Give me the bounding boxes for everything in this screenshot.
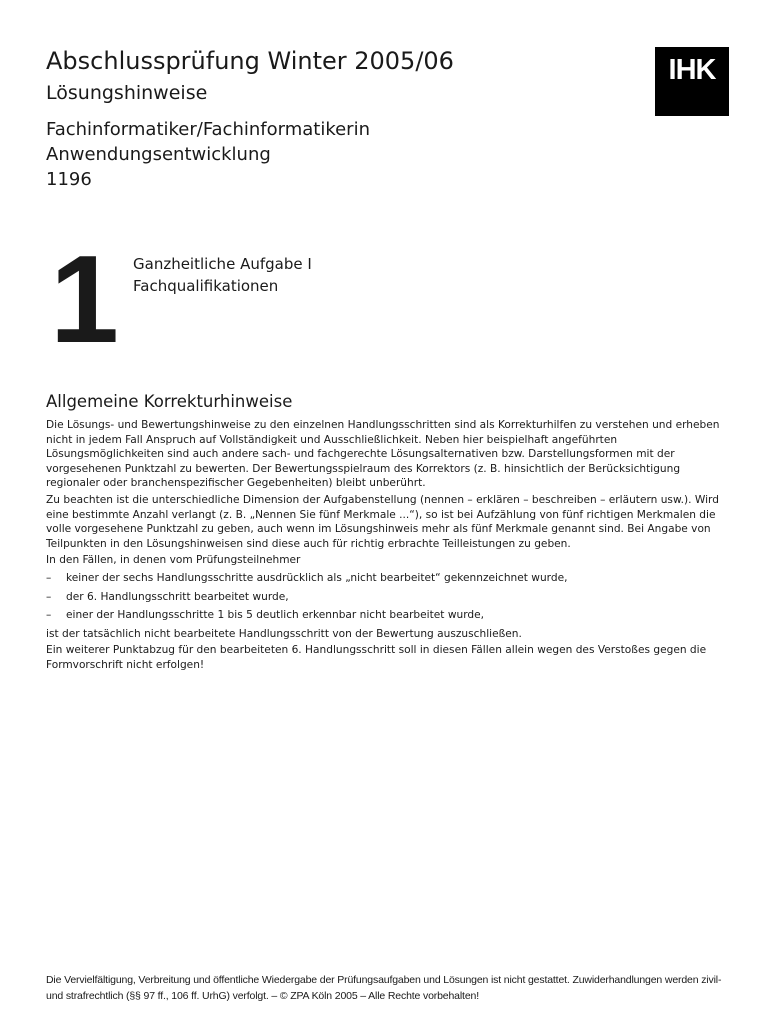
dash-marker: –: [46, 590, 52, 603]
exam-title: Abschlussprüfung Winter 2005/06: [46, 47, 454, 75]
paragraph: Die Lösungs- und Bewertungshinweise zu den einzelnen Handlungsschritten sind als Korrekturhilfen zu verstehen und erheben nicht in jedem Fall Anspruch auf Vollständigkeit und Ausschließlichkeit. Neben hier beispielhaft angeführten Lösungsmöglichkeiten sind auch andere sach- und fachgerechte Lösungsalternativen bzw. Darstellungsformen mit der vorgesehenen Punktzahl zu bewerten. Der Bewertungsspielraum des Korrektors (z. B. hinsichtlich der Berücksichtigung regionaler oder branchenspezifischer Gegebenheiten) bleibt unberührt.: [46, 419, 720, 490]
exam-subtitle: Lösungshinweise: [46, 82, 208, 104]
section-heading: Allgemeine Korrekturhinweise: [46, 392, 293, 411]
paragraph: Ein weiterer Punktabzug für den bearbeiteten 6. Handlungsschritt soll in diesen Fällen allein wegen des Verstoßes gegen die Formvorschrift nicht erfolgen!: [46, 644, 707, 671]
condition-list: [46, 571, 722, 623]
list-item: [46, 608, 722, 623]
list-item: [46, 590, 722, 605]
list-item-text: keiner der sechs Handlungsschritte ausdrücklich als „nicht bearbeitet“ gekennzeichnet wurde,: [66, 571, 568, 584]
profession-line-1: Fachinformatiker/Fachinformatikerin: [46, 119, 370, 140]
part-subtitle: Fachqualifikationen: [133, 277, 279, 295]
exam-code: 1196: [46, 169, 92, 190]
paragraph: Zu beachten ist die unterschiedliche Dimension der Aufgabenstellung (nennen – erklären – beschreiben – erläutern usw.). Wird eine bestimmte Anzahl verlangt (z. B. „Nennen Sie fünf Merkmale ...“), so ist bei Aufzählung von fünf richtigen Merkmalen die volle vorgesehene Punktzahl zu geben, auch wenn im Lösungshinweis mehr als fünf Merkmale genannt sind. Bei Angabe von Teilpunkten in den Lösungshinweisen sind diese auch für richtig erbrachte Teilleistungen zu geben.: [46, 493, 719, 550]
part-number: 1: [50, 231, 119, 369]
part-title: Ganzheitliche Aufgabe I: [133, 255, 312, 273]
dash-marker: –: [46, 609, 52, 622]
profession-line-2: Anwendungsentwicklung: [46, 144, 271, 165]
ihk-logo: IHK: [655, 47, 729, 116]
list-item-text: der 6. Handlungsschritt bearbeitet wurde,: [66, 590, 289, 603]
list-item-text: einer der Handlungsschritte 1 bis 5 deutlich erkennbar nicht bearbeitet wurde,: [66, 609, 484, 622]
correction-notes: [46, 418, 722, 675]
copyright-notice: Die Vervielfältigung, Verbreitung und öffentliche Wiedergabe der Prüfungsaufgaben und Lösungen ist nicht gestattet. Zuwiderhandlungen werden zivil- und strafrechtlich (§§ 97 ff., 106 ff. UrhG) verfolgt. – © ZPA Köln 2005 – Alle Rechte vorbehalten!: [46, 974, 722, 1002]
list-item: [46, 571, 722, 586]
paragraph: ist der tatsächlich nicht bearbeitete Handlungsschritt von der Bewertung auszuschließen.: [46, 627, 522, 640]
paragraph: In den Fällen, in denen vom Prüfungsteilnehmer: [46, 554, 301, 567]
dash-marker: –: [46, 571, 52, 584]
